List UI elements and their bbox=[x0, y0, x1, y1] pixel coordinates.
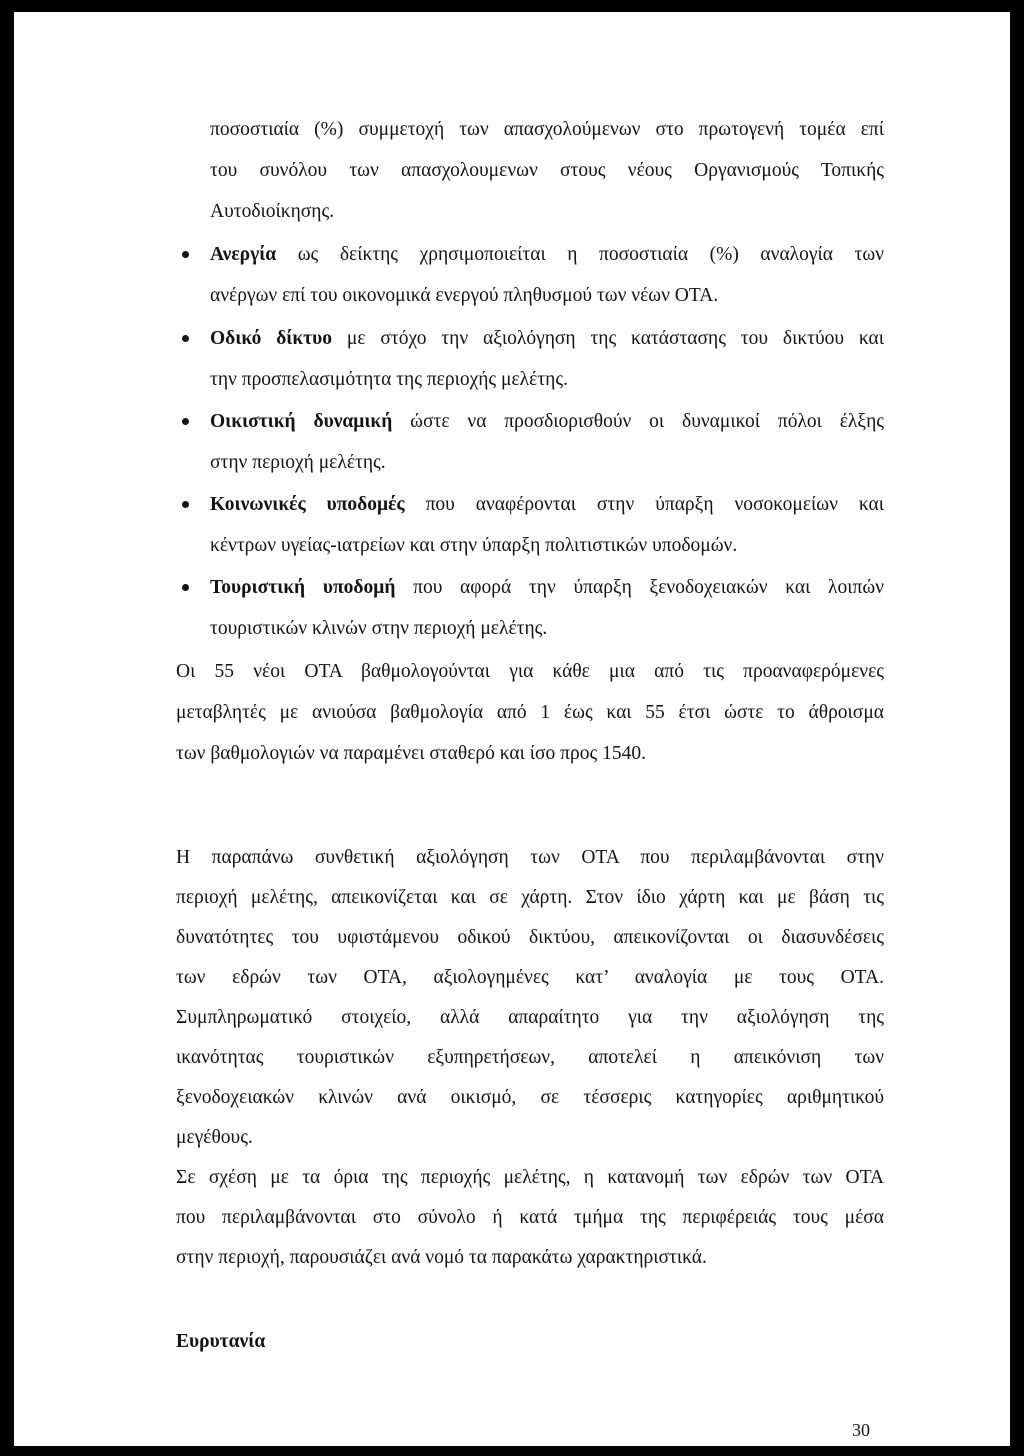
intro-line-1: ποσοστιαία (%) συμμετοχή των απασχολούμενων στο πρωτογενή τομέα επί bbox=[210, 119, 884, 140]
bullet-4-text: που αναφέρονται στην ύπαρξη νοσοκομείων και bbox=[404, 494, 884, 515]
paragraph-1-line-3: των βαθμολογιών να παραμένει σταθερό και ίσο προς 1540. bbox=[176, 743, 646, 764]
paragraph-3-line-1: Σε σχέση με τα όρια της περιοχής μελέτης, η κατανομή των εδρών των ΟΤΑ bbox=[176, 1167, 884, 1188]
bullet-dot-1 bbox=[182, 251, 189, 258]
bullet-2-line-1 bbox=[210, 327, 884, 351]
bullet-2-term: Οδικό δίκτυο bbox=[210, 328, 333, 349]
bullet-3-line-1 bbox=[210, 410, 884, 434]
bullet-4-line-1 bbox=[210, 493, 884, 517]
intro-line-2: του συνόλου των απασχολουμενων στους νέους Οργανισμούς Τοπικής bbox=[210, 160, 884, 181]
paragraph-3-line-2: που περιλαμβάνονται στο σύνολο ή κατά τμήμα της περιφέρειάς τους μέσα bbox=[176, 1207, 884, 1228]
bullet-3-line-2: στην περιοχή μελέτης. bbox=[210, 452, 386, 473]
bullet-dot-2 bbox=[182, 335, 189, 342]
page-number: 30 bbox=[852, 1420, 870, 1440]
paragraph-2-line-6: ικανότητας τουριστικών εξυπηρετήσεων, αποτελεί η απεικόνιση των bbox=[176, 1047, 884, 1068]
bullet-5-term: Τουριστική υποδομή bbox=[210, 577, 396, 598]
bullet-1-term: Ανεργία bbox=[210, 244, 277, 265]
bullet-1-line-1 bbox=[210, 243, 884, 267]
paragraph-2-line-1: Η παραπάνω συνθετική αξιολόγηση των ΟΤΑ που περιλαμβάνονται στην bbox=[176, 847, 884, 868]
bullet-dot-5 bbox=[182, 584, 189, 591]
bullet-1-text: ως δείκτης χρησιμοποιείται η ποσοστιαία (%) αναλογία των bbox=[276, 244, 884, 265]
paragraph-2-line-4: των εδρών των ΟΤΑ, αξιολογημένες κατ’ αναλογία με τους ΟΤΑ. bbox=[176, 967, 884, 988]
paragraph-1-line-1: Οι 55 νέοι ΟΤΑ βαθμολογούνται για κάθε μια από τις προαναφερόμενες bbox=[176, 661, 884, 682]
document-page bbox=[14, 12, 1010, 1446]
bullet-dot-4 bbox=[182, 501, 189, 508]
bullet-5-line-1 bbox=[210, 576, 884, 600]
paragraph-3-line-3: στην περιοχή, παρουσιάζει ανά νομό τα παρακάτω χαρακτηριστικά. bbox=[176, 1247, 707, 1268]
bullet-2-line-2: την προσπελασιμότητα της περιοχής μελέτης. bbox=[210, 369, 568, 390]
paragraph-2-line-5: Συμπληρωματικό στοιχείο, αλλά απαραίτητο για την αξιολόγηση της bbox=[176, 1007, 884, 1028]
bullet-5-line-2: τουριστικών κλινών στην περιοχή μελέτης. bbox=[210, 618, 548, 639]
bullet-dot-3 bbox=[182, 418, 189, 425]
paragraph-2-line-8: μεγέθους. bbox=[176, 1127, 253, 1148]
bullet-4-term: Κοινωνικές υποδομές bbox=[210, 494, 405, 515]
paragraph-1-line-2: μεταβλητές με ανιούσα βαθμολογία από 1 έως και 55 έτσι ώστε το άθροισμα bbox=[176, 702, 884, 723]
paragraph-2-line-3: δυνατότητες του υφιστάμενου οδικού δικτύου, απεικονίζονται οι διασυνδέσεις bbox=[176, 927, 884, 948]
bullet-5-text: που αφορά την ύπαρξη ξενοδοχειακών και λοιπών bbox=[395, 577, 884, 598]
bullet-1-line-2: ανέργων επί του οικονομικά ενεργού πληθυσμού των νέων ΟΤΑ. bbox=[210, 285, 719, 306]
section-heading: Ευρυτανία bbox=[176, 1331, 266, 1352]
bullet-2-text: με στόχο την αξιολόγηση της κατάστασης του δικτύου και bbox=[332, 328, 884, 349]
paragraph-2-line-7: ξενοδοχειακών κλινών ανά οικισμό, σε τέσσερις κατηγορίες αριθμητικού bbox=[176, 1087, 884, 1108]
bullet-3-text: ώστε να προσδιορισθούν οι δυναμικοί πόλοι έλξης bbox=[392, 411, 884, 432]
bullet-3-term: Οικιστική δυναμική bbox=[210, 411, 393, 432]
paragraph-2-line-2: περιοχή μελέτης, απεικονίζεται και σε χάρτη. Στον ίδιο χάρτη και με βάση τις bbox=[176, 887, 884, 908]
bullet-4-line-2: κέντρων υγείας-ιατρείων και στην ύπαρξη πολιτιστικών υποδομών. bbox=[210, 535, 738, 556]
intro-line-3: Αυτοδιοίκησης. bbox=[210, 201, 335, 222]
